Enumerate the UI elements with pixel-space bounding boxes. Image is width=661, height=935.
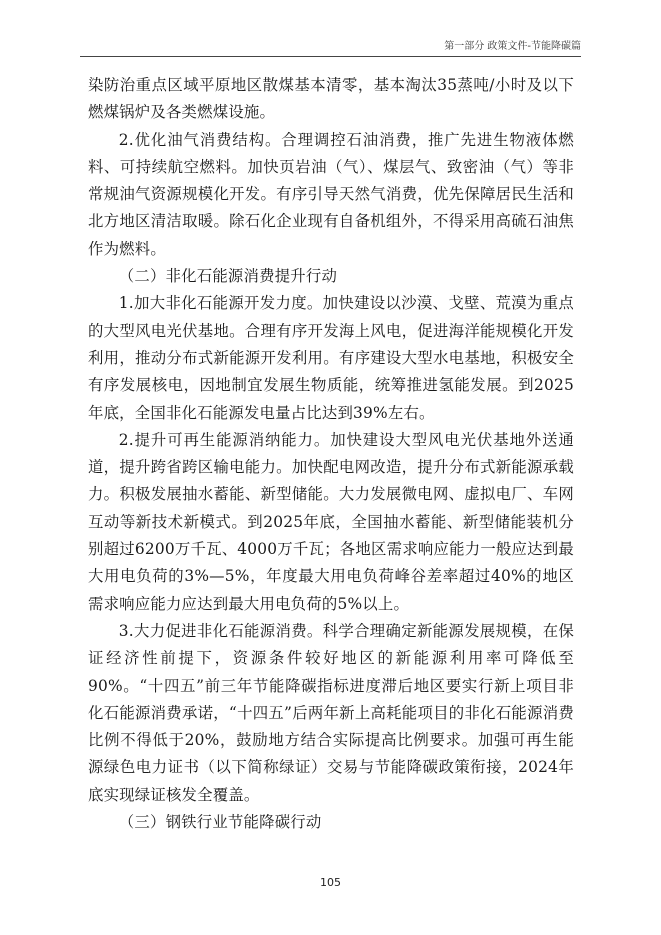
paragraph-oil-gas-structure: 2.优化油气消费结构。合理调控石油消费，推广先进生物液体燃料、可持续航空燃料。加快页岩油（气）、煤层气、致密油（气）等非常规油气资源规模化开发。有序引导天然气消费，优先保障居民生活和北方地区清洁取暖。除石化企业现有自备机组外，不得采用高硫石油焦作为燃料。 bbox=[88, 130, 574, 258]
paragraph-coal-cleanup: 染防治重点区域平原地区散煤基本清零，基本淘汰35蒸吨/小时及以下燃煤锅炉及各类燃煤设施。 bbox=[88, 76, 574, 122]
paragraph-non-fossil-development: 1.加大非化石能源开发力度。加快建设以沙漠、戈壁、荒漠为重点的大型风电光伏基地。合理有序开发海上风电，促进海洋能规模化开发利用，推动分布式新能源开发利用。有序建设大型水电基地，积极安全有序发展核电，因地制宜发展生物质能，统筹推进氢能发展。到2025年底，全国非化石能源发电量占比达到39%左右。 bbox=[88, 294, 574, 422]
running-header: 第一部分 政策文件-节能降碳篇 bbox=[80, 38, 581, 57]
page-number: 105 bbox=[320, 876, 341, 889]
document-body bbox=[88, 72, 574, 836]
paragraph-non-fossil-consumption: 3.大力促进非化石能源消费。科学合理确定新能源发展规模，在保证经济性前提下，资源条件较好地区的新能源利用率可降低至90%。“十四五”前三年节能降碳指标进度滞后地区要实行新上项目非化石能源消费承诺，“十四五”后两年新上高耗能项目的非化石能源消费比例不得低于20%，鼓励地方结合实际提高比例要求。加强可再生能源绿色电力证书（以下简称绿证）交易与节能降碳政策衔接，2024年底实现绿证核发全覆盖。 bbox=[88, 621, 574, 804]
section-heading-steel-industry: （三）钢铁行业节能降碳行动 bbox=[118, 813, 322, 832]
paragraph-renewable-absorption: 2.提升可再生能源消纳能力。加快建设大型风电光伏基地外送通道，提升跨省跨区输电能力。加快配电网改造，提升分布式新能源承载力。积极发展抽水蓄能、新型储能。大力发展微电网、虚拟电厂、车网互动等新技术新模式。到2025年底，全国抽水蓄能、新型储能装机分别超过6200万千瓦、4000万千瓦；各地区需求响应能力一般应达到最大用电负荷的3%—5%，年度最大用电负荷峰谷差率超过40%的地区需求响应能力应达到最大用电负荷的5%以上。 bbox=[88, 430, 574, 613]
section-heading-non-fossil: （二）非化石能源消费提升行动 bbox=[118, 267, 338, 286]
